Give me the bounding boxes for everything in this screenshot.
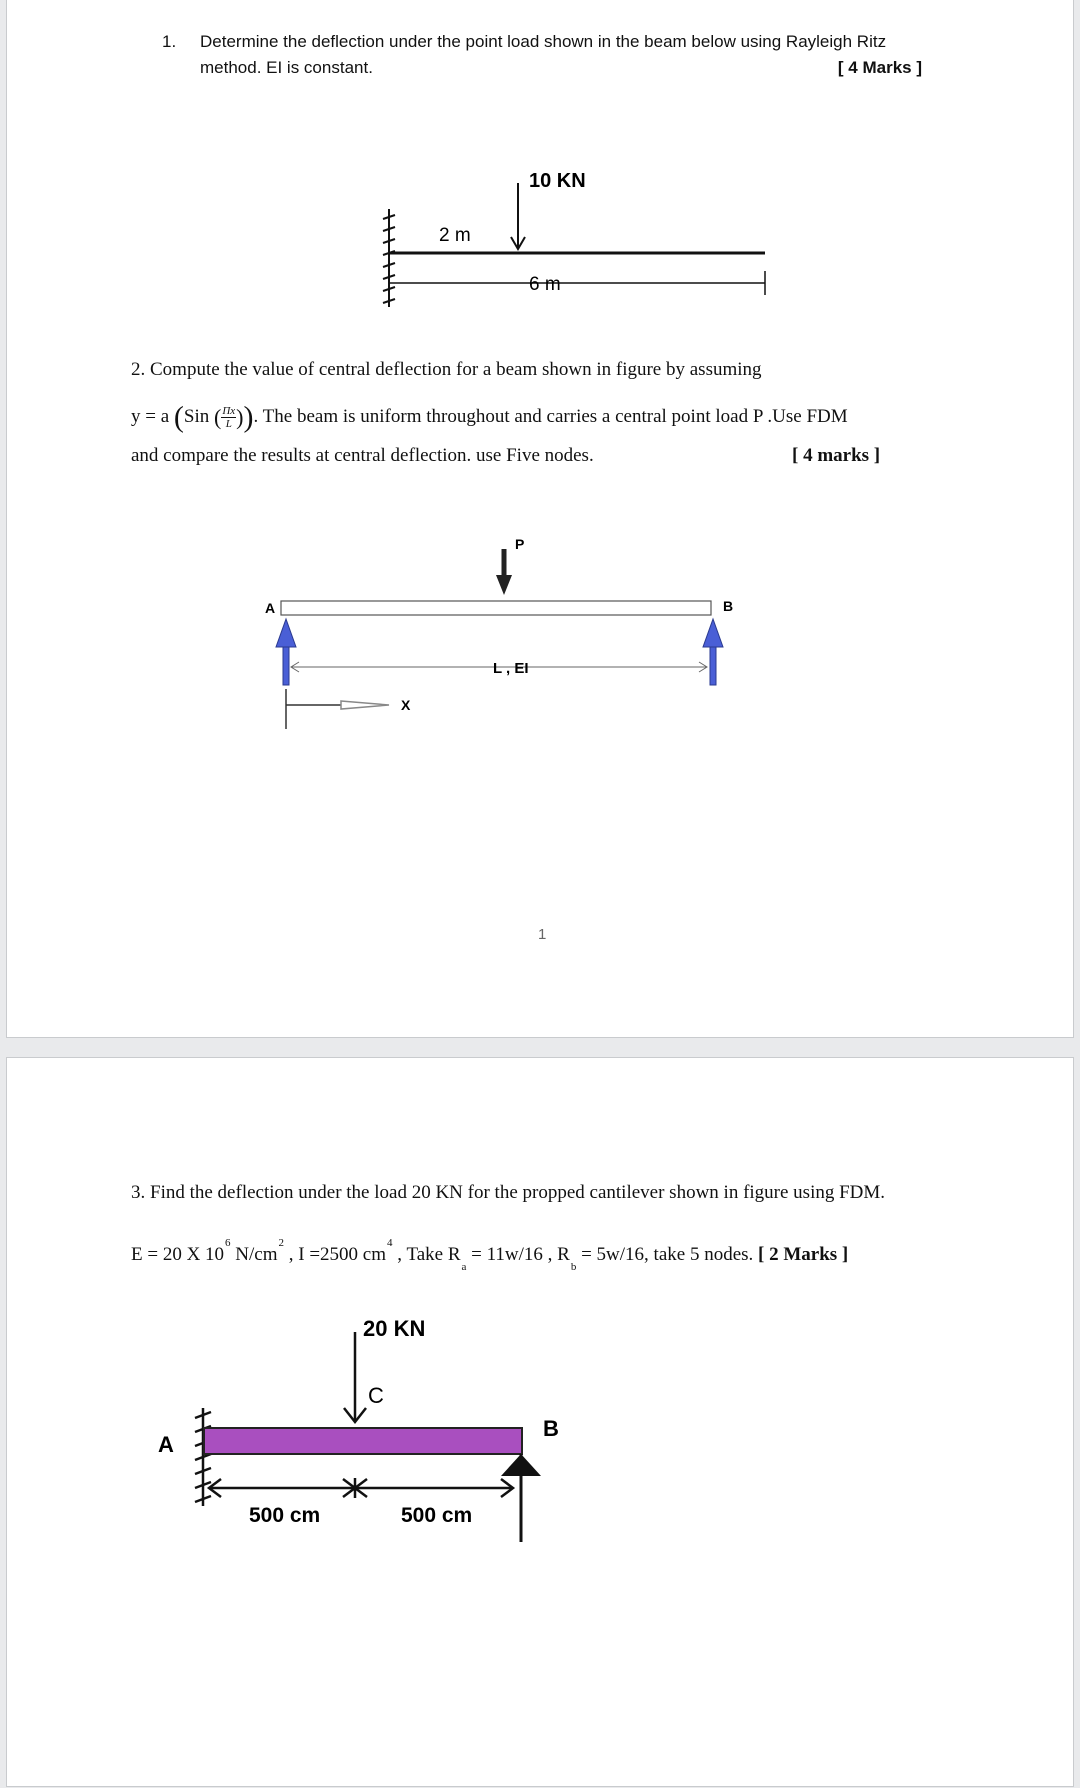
question-2-line-1: 2. Compute the value of central deflection for a beam shown in figure by assuming	[131, 359, 762, 380]
point-load-arrow	[496, 549, 512, 595]
document-page-2	[6, 1057, 1074, 1787]
equation-fraction: $\frac{\Pi x}{L}$	[222, 405, 236, 430]
point-label-c: C	[368, 1383, 384, 1408]
load-label: P	[515, 536, 525, 552]
reaction-arrow-left	[276, 619, 296, 685]
x-axis-arrow	[286, 689, 389, 729]
question-2-equation-line: y = a (Sin ( $\frac{\Pi x}{L}$ )). The beam is uniform throughout and carries a central point load P .Use FDM	[131, 400, 848, 434]
support-label-a: A	[265, 600, 276, 616]
dimension-label-a: 500 cm	[249, 1504, 321, 1527]
point-load-arrow	[344, 1332, 366, 1422]
dimension-label-b: 6 m	[529, 274, 561, 295]
question-1-number: 1.	[162, 32, 177, 51]
dimension-label-a: 2 m	[439, 225, 471, 246]
support-label-a: A	[158, 1432, 174, 1457]
support-label-b: B	[543, 1416, 559, 1441]
question-1-marks: [ 4 Marks ]	[837, 58, 922, 77]
dimension-label-b: 500 cm	[401, 1504, 473, 1527]
span-label: L , EI	[493, 660, 529, 677]
page-number: 1	[538, 926, 547, 943]
question-2-line-2: The beam is uniform throughout and carries a central point load P .Use FDM	[262, 405, 848, 427]
dimension-lines	[209, 1478, 513, 1498]
beam-body	[204, 1428, 522, 1454]
reaction-arrow-right	[703, 619, 723, 685]
document-page-1	[6, 0, 1074, 1038]
load-label: 20 KN	[363, 1316, 426, 1341]
equation-y: y = a	[131, 405, 170, 427]
question-2-line-3: and compare the results at central deflection. use Five nodes.	[131, 445, 594, 466]
figure-2-simply-supported-beam	[7, 0, 1075, 757]
load-label: 10 KN	[529, 170, 586, 192]
x-axis-label: X	[401, 697, 411, 713]
roller-support	[501, 1454, 541, 1542]
support-label-b: B	[723, 598, 734, 614]
beam-rect	[281, 601, 711, 615]
figure-3-propped-cantilever	[7, 1058, 1075, 1788]
question-3-marks: [ 2 Marks ]	[758, 1244, 849, 1265]
question-2-marks: [ 4 marks ]	[792, 445, 881, 466]
question-1-text: Determine the deflection under the point load shown in the beam below using Rayleigh Ritz method. EI is constant.	[200, 32, 887, 77]
equation-sin: Sin	[183, 405, 210, 427]
question-3-text: 3. Find the deflection under the load 20 KN for the propped cantilever shown in figure using FDM.	[131, 1182, 886, 1203]
fixed-support-hatch	[195, 1408, 211, 1506]
question-3-parameters: E = 20 X $10^6$ $N/cm^2$ , I =2500 $cm^4$ , Take $R_a = 11w/16$ , $R_b = 5w/16$, take 5 nodes. [ 2 Marks ]	[131, 1237, 849, 1273]
